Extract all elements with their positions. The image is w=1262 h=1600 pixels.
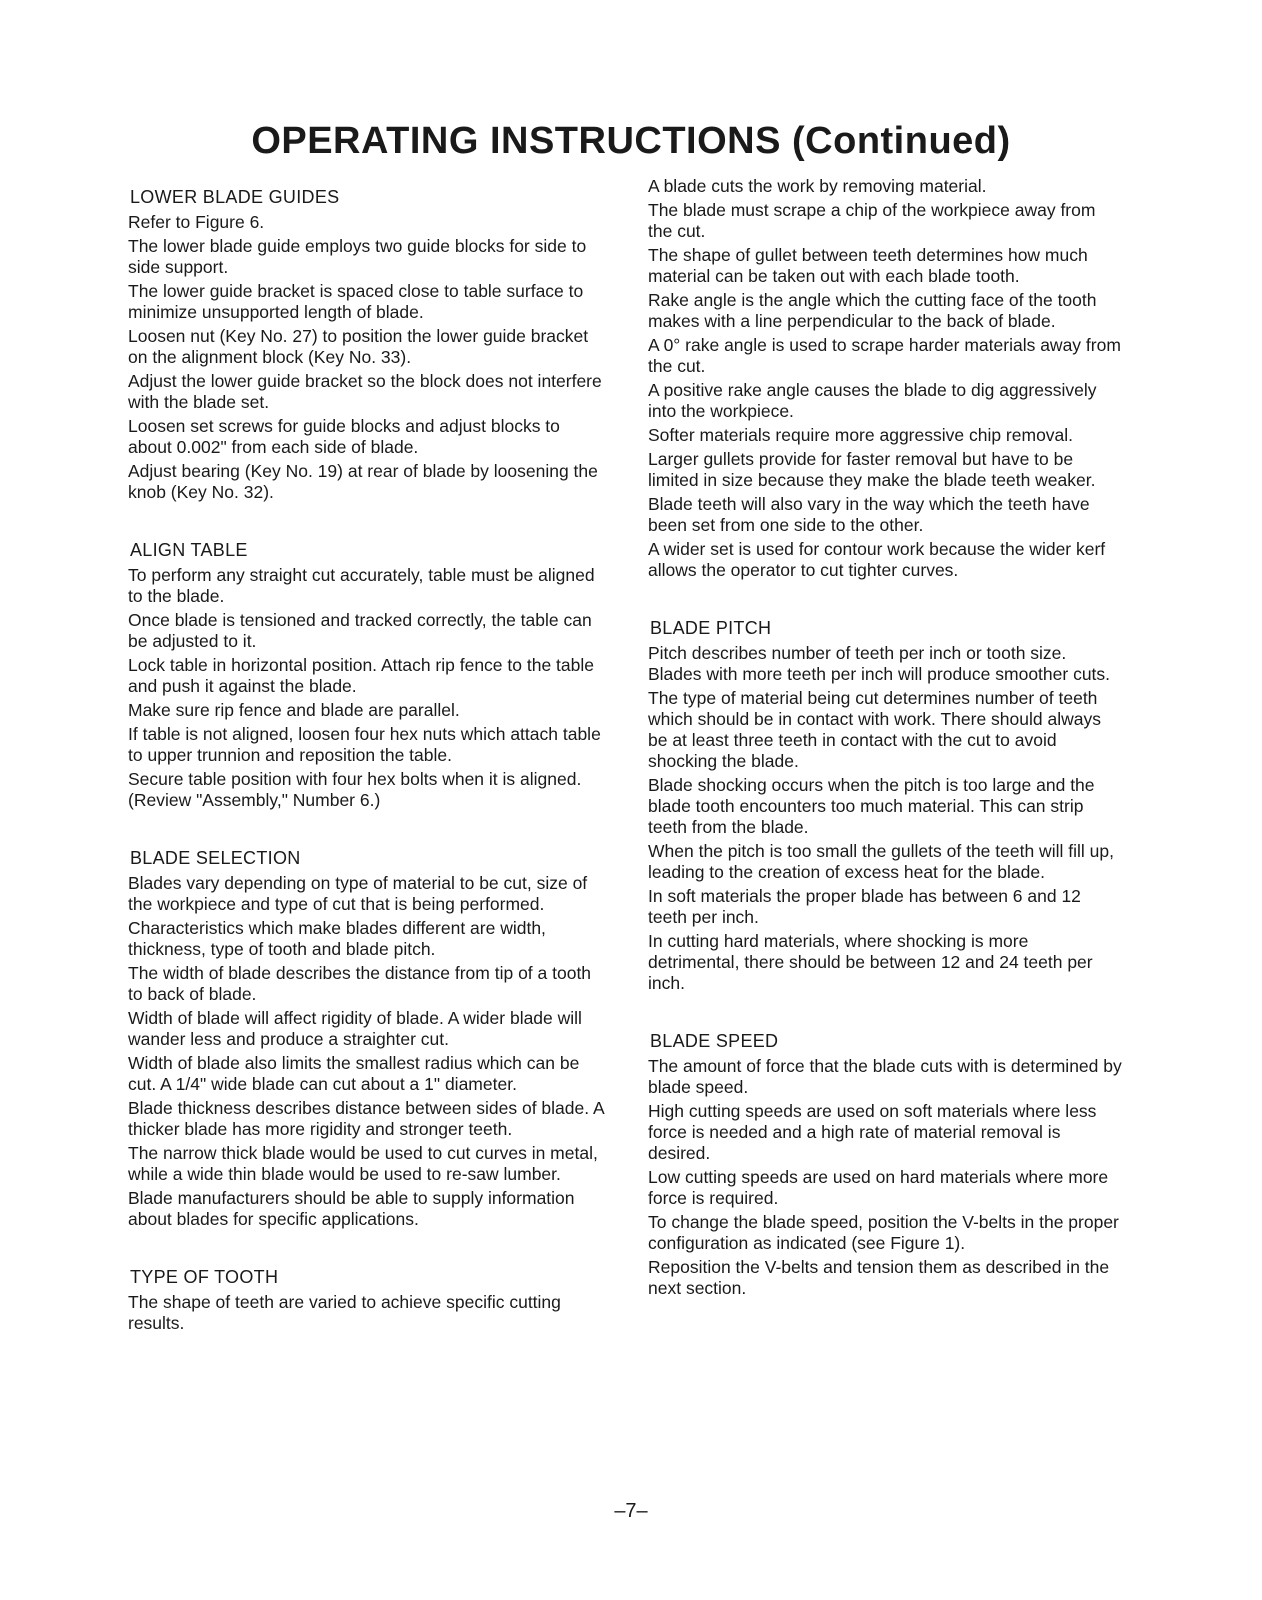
section-heading: BLADE PITCH — [650, 618, 772, 638]
section-blade-speed — [648, 1030, 1124, 1299]
section-heading: LOWER BLADE GUIDES — [130, 187, 340, 207]
paragraph: The lower guide bracket is spaced close to table surface to minimize unsupported length of blade. — [128, 281, 584, 322]
paragraph: The amount of force that the blade cuts with is determined by blade speed. — [648, 1056, 1122, 1097]
section-lower-blade-guides — [128, 186, 606, 503]
section-type-of-tooth-continued — [648, 176, 1124, 581]
right-column — [648, 176, 1124, 1302]
paragraph: The narrow thick blade would be used to cut curves in metal, while a wide thin blade would be used to re-saw lumber. — [128, 1143, 598, 1184]
section-heading: BLADE SELECTION — [130, 848, 301, 868]
paragraph: Blades vary depending on type of material to be cut, size of the workpiece and type of cut that is being performed. — [128, 873, 588, 914]
paragraph: Loosen nut (Key No. 27) to position the lower guide bracket on the alignment block (Key No. 33). — [128, 326, 589, 367]
paragraph: Reposition the V-belts and tension them as described in the next section. — [648, 1257, 1110, 1298]
left-column — [128, 176, 606, 1337]
paragraph: The width of blade describes the distance from tip of a tooth to back of blade. — [128, 963, 592, 1004]
paragraph: Adjust the lower guide bracket so the block does not interfere with the blade set. — [128, 371, 602, 412]
paragraph: In soft materials the proper blade has between 6 and 12 teeth per inch. — [648, 886, 1081, 927]
paragraph: Width of blade will affect rigidity of blade. A wider blade will wander less and produce a straighter cut. — [128, 1008, 582, 1049]
paragraph: Adjust bearing (Key No. 19) at rear of blade by loosening the knob (Key No. 32). — [128, 461, 598, 502]
paragraph: Pitch describes number of teeth per inch or tooth size. Blades with more teeth per inch will produce smoother cuts. — [648, 643, 1111, 684]
paragraph: In cutting hard materials, where shocking is more detrimental, there should be between 12 and 24 teeth per inch. — [648, 931, 1093, 993]
section-align-table — [128, 539, 606, 811]
section-blade-selection — [128, 847, 606, 1230]
section-heading: BLADE SPEED — [650, 1031, 779, 1051]
paragraph: The blade must scrape a chip of the workpiece away from the cut. — [648, 200, 1096, 241]
paragraph: The type of material being cut determines number of teeth which should be in contact with work. There should always be at least three teeth in contact with the cut to avoid shocking the blade. — [648, 688, 1101, 771]
paragraph: Blade manufacturers should be able to supply information about blades for specific applications. — [128, 1188, 575, 1229]
paragraph: Secure table position with four hex bolts when it is aligned. (Review "Assembly," Number 6.) — [128, 769, 582, 810]
section-heading: ALIGN TABLE — [130, 540, 248, 560]
section-blade-pitch — [648, 617, 1124, 994]
paragraph: Low cutting speeds are used on hard materials where more force is required. — [648, 1167, 1109, 1208]
page-title: OPERATING INSTRUCTIONS (Continued) — [251, 120, 1011, 162]
paragraph: High cutting speeds are used on soft materials where less force is needed and a high rate of material removal is desired. — [648, 1101, 1097, 1163]
section-heading: TYPE OF TOOTH — [130, 1267, 279, 1287]
paragraph: A wider set is used for contour work because the wider kerf allows the operator to cut tighter curves. — [648, 539, 1106, 580]
paragraph: If table is not aligned, loosen four hex nuts which attach table to upper trunnion and reposition the table. — [128, 724, 601, 765]
paragraph: When the pitch is too small the gullets of the teeth will fill up, leading to the creation of excess heat for the blade. — [648, 841, 1114, 882]
paragraph: Loosen set screws for guide blocks and adjust blocks to about 0.002" from each side of blade. — [128, 416, 560, 457]
paragraph: Softer materials require more aggressive chip removal. — [648, 425, 1074, 445]
paragraph: Rake angle is the angle which the cutting face of the tooth makes with a line perpendicular to the back of blade. — [648, 290, 1097, 331]
paragraph: A positive rake angle causes the blade to dig aggressively into the workpiece. — [648, 380, 1097, 421]
paragraph: Blade thickness describes distance between sides of blade. A thicker blade has more rigidity and stronger teeth. — [128, 1098, 604, 1139]
paragraph: Refer to Figure 6. — [128, 212, 265, 232]
paragraph: The shape of teeth are varied to achieve specific cutting results. — [128, 1292, 561, 1333]
paragraph: To change the blade speed, position the V-belts in the proper configuration as indicated (see Figure 1). — [648, 1212, 1119, 1253]
paragraph: Lock table in horizontal position. Attach rip fence to the table and push it against the blade. — [128, 655, 594, 696]
paragraph: Characteristics which make blades different are width, thickness, type of tooth and blade pitch. — [128, 918, 546, 959]
paragraph: The lower blade guide employs two guide blocks for side to side support. — [128, 236, 587, 277]
paragraph: Make sure rip fence and blade are parallel. — [128, 700, 460, 720]
paragraph: Width of blade also limits the smallest radius which can be cut. A 1/4" wide blade can cut about a 1" diameter. — [128, 1053, 580, 1094]
paragraph: Once blade is tensioned and tracked correctly, the table can be adjusted to it. — [128, 610, 592, 651]
paragraph: Blade shocking occurs when the pitch is too large and the blade tooth encounters too much material. This can strip teeth from the blade. — [648, 775, 1095, 837]
section-type-of-tooth — [128, 1266, 606, 1334]
paragraph: To perform any straight cut accurately, table must be aligned to the blade. — [128, 565, 595, 606]
paragraph: A 0° rake angle is used to scrape harder materials away from the cut. — [648, 335, 1121, 376]
paragraph: Blade teeth will also vary in the way which the teeth have been set from one side to the other. — [648, 494, 1090, 535]
page-number: –7– — [614, 1500, 648, 1522]
paragraph: A blade cuts the work by removing material. — [648, 176, 987, 196]
paragraph: The shape of gullet between teeth determines how much material can be taken out with each blade tooth. — [648, 245, 1088, 286]
paragraph: Larger gullets provide for faster removal but have to be limited in size because they make the blade teeth weaker. — [648, 449, 1096, 490]
